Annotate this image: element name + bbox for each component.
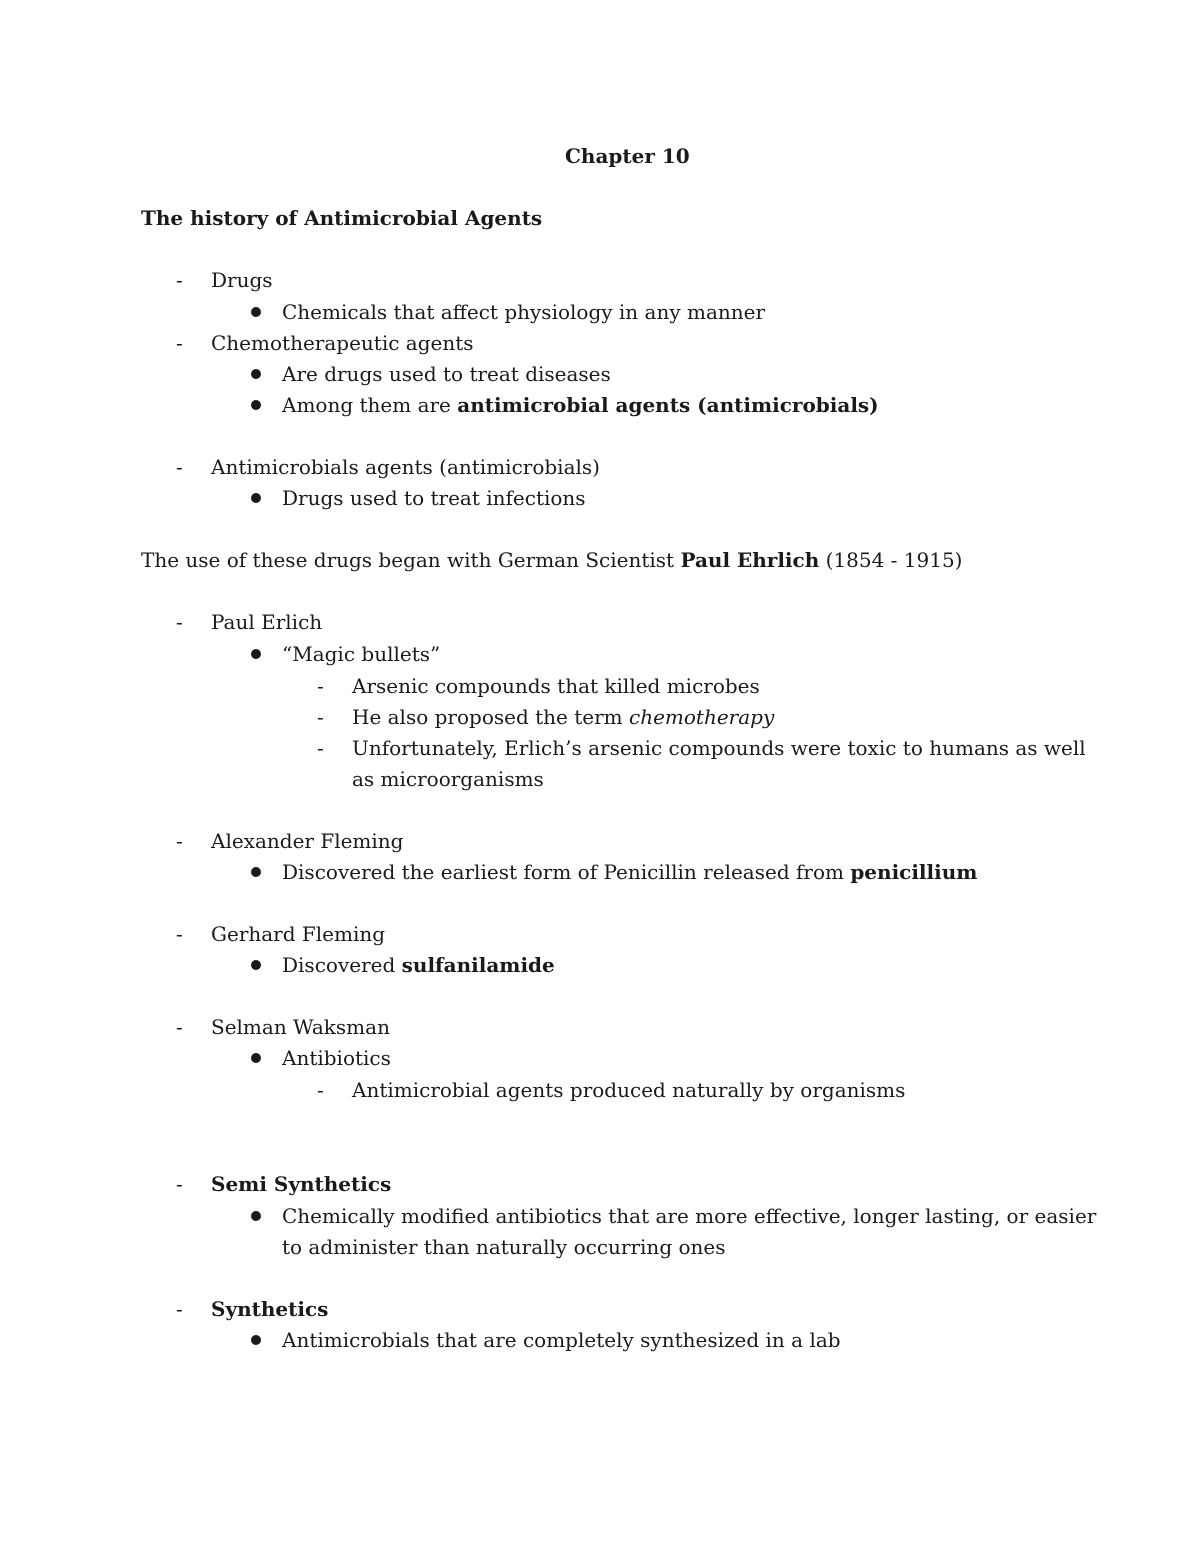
bullet-icon bbox=[251, 960, 261, 970]
item-semi-def-2: to administer than naturally occurring ones bbox=[282, 1235, 726, 1259]
bullet-icon bbox=[251, 1211, 261, 1221]
bullet-icon bbox=[251, 867, 261, 877]
among-text: Among them are bbox=[282, 393, 458, 417]
dash-marker: - bbox=[176, 829, 183, 853]
item-magic-bullets: “Magic bullets” bbox=[282, 642, 441, 666]
section-heading: The history of Antimicrobial Agents bbox=[141, 206, 543, 230]
bullet-icon bbox=[251, 1053, 261, 1063]
item-erlich: Paul Erlich bbox=[211, 610, 323, 634]
dash-marker: - bbox=[317, 674, 324, 698]
item-arsenic: Arsenic compounds that killed microbes bbox=[352, 674, 760, 698]
item-semi-def-1: Chemically modified antibiotics that are more effective, longer lasting, or easier bbox=[282, 1204, 1097, 1228]
chapter-title: Chapter 10 bbox=[565, 144, 690, 168]
penicillin-bold: penicillium bbox=[850, 860, 978, 884]
item-waksman: Selman Waksman bbox=[211, 1015, 390, 1039]
bullet-icon bbox=[251, 1335, 261, 1345]
dash-marker: - bbox=[176, 610, 183, 634]
among-bold: antimicrobial agents (antimicrobials) bbox=[457, 393, 879, 417]
item-gerhard: Gerhard Fleming bbox=[211, 922, 386, 946]
item-antibiotics-def: Antimicrobial agents produced naturally by organisms bbox=[352, 1078, 906, 1102]
bullet-icon bbox=[251, 400, 261, 410]
intro-years: (1854 - 1915) bbox=[819, 548, 963, 572]
dash-marker: - bbox=[317, 736, 324, 760]
item-chemo-def: Are drugs used to treat diseases bbox=[282, 362, 611, 386]
intro-bold: Paul Ehrlich bbox=[680, 548, 820, 572]
item-antimicrobials: Antimicrobials agents (antimicrobials) bbox=[211, 455, 600, 479]
item-synthetics: Synthetics bbox=[211, 1297, 329, 1321]
dash-marker: - bbox=[317, 705, 324, 729]
term-italic: chemotherapy bbox=[629, 705, 775, 729]
item-antibiotics: Antibiotics bbox=[282, 1046, 391, 1070]
item-toxic-line-2: as microorganisms bbox=[352, 767, 544, 791]
bullet-icon bbox=[251, 493, 261, 503]
penicillin-text: Discovered the earliest form of Penicillin released from bbox=[282, 860, 851, 884]
bullet-icon bbox=[251, 649, 261, 659]
dash-marker: - bbox=[176, 1015, 183, 1039]
item-antimicrobials-def: Drugs used to treat infections bbox=[282, 486, 586, 510]
dash-marker: - bbox=[317, 1078, 324, 1102]
item-semi-synthetics: Semi Synthetics bbox=[211, 1172, 392, 1196]
dash-marker: - bbox=[176, 1297, 183, 1321]
dash-marker: - bbox=[176, 455, 183, 479]
item-fleming: Alexander Fleming bbox=[211, 829, 404, 853]
bullet-icon bbox=[251, 307, 261, 317]
sulfanilamide-bold: sulfanilamide bbox=[401, 953, 555, 977]
item-sulfanilamide bbox=[282, 953, 555, 977]
item-among bbox=[282, 393, 879, 417]
intro-text: The use of these drugs began with German Scientist bbox=[141, 548, 681, 572]
item-toxic-line-1: Unfortunately, Erlich’s arsenic compounds were toxic to humans as well bbox=[352, 736, 1086, 760]
dash-marker: - bbox=[176, 1172, 183, 1196]
bullet-icon bbox=[251, 369, 261, 379]
item-chemo: Chemotherapeutic agents bbox=[211, 331, 474, 355]
term-text: He also proposed the term bbox=[352, 705, 629, 729]
dash-marker: - bbox=[176, 922, 183, 946]
dash-marker: - bbox=[176, 331, 183, 355]
item-penicillin bbox=[282, 860, 977, 884]
sulfanilamide-text: Discovered bbox=[282, 953, 402, 977]
item-term bbox=[352, 705, 774, 729]
intro-paragraph bbox=[141, 548, 962, 572]
item-drugs: Drugs bbox=[211, 268, 273, 292]
item-drugs-def: Chemicals that affect physiology in any manner bbox=[282, 300, 766, 324]
dash-marker: - bbox=[176, 268, 183, 292]
item-synthetics-def: Antimicrobials that are completely synthesized in a lab bbox=[282, 1328, 841, 1352]
